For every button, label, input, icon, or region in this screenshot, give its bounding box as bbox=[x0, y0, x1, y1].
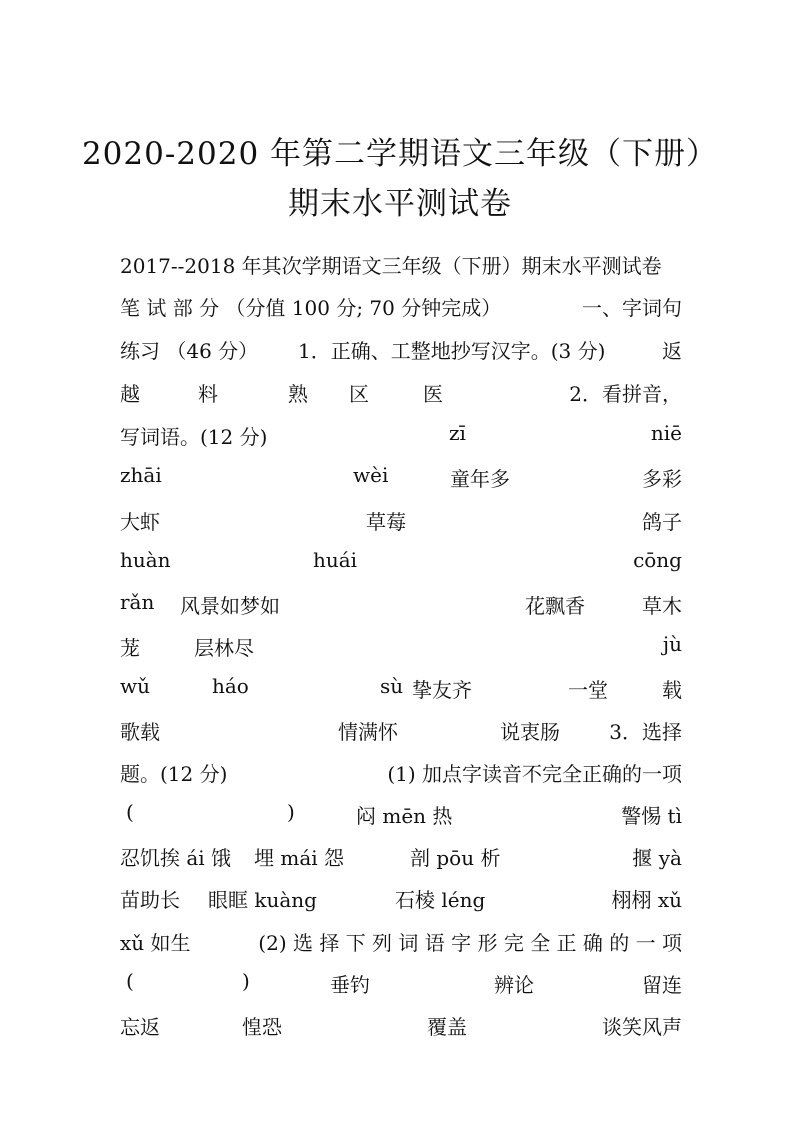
text-line bbox=[120, 674, 682, 710]
text-line bbox=[120, 758, 682, 794]
line-text: 花飘香 bbox=[525, 594, 585, 618]
line-text: 越 bbox=[120, 382, 140, 406]
line-text: jù bbox=[662, 632, 682, 656]
text-line bbox=[120, 463, 682, 499]
line-text: 挚友齐 bbox=[412, 678, 472, 702]
line-text: cōng bbox=[633, 548, 682, 572]
text-line bbox=[120, 632, 682, 668]
line-text: 多彩 bbox=[642, 467, 682, 491]
line-text: huàn bbox=[120, 548, 171, 572]
line-text: 茏 bbox=[120, 636, 140, 660]
line-text: 熟 bbox=[288, 382, 308, 406]
line-text: 写词语。(12 分) bbox=[120, 425, 268, 449]
line-text: 风景如梦如 bbox=[180, 594, 280, 618]
text-line bbox=[120, 378, 682, 414]
line-text: ( bbox=[126, 969, 134, 993]
title-line-2: 期末水平测试卷 bbox=[288, 186, 512, 222]
line-text: 2．看拼音， bbox=[569, 382, 682, 406]
line-text: 眼眶 kuàng bbox=[208, 888, 317, 912]
line-text: xǔ 如生 bbox=[120, 931, 191, 955]
line-text: (2) 选 择 下 列 词 语 字 形 完 全 正 确 的 一 项 bbox=[258, 931, 682, 955]
line-text: 练习 （46 分） bbox=[120, 339, 259, 363]
line-text: 鸽子 bbox=[642, 510, 682, 534]
text-line bbox=[120, 842, 682, 878]
line-text: huái bbox=[313, 548, 358, 572]
line-text: niē bbox=[650, 421, 682, 445]
line-text: 2017--2018 年其次学期语文三年级（下册）期末水平测试卷 bbox=[120, 254, 662, 278]
line-text: 说衷肠 bbox=[500, 720, 560, 744]
line-text: sù bbox=[380, 674, 404, 698]
line-text: 忘返 bbox=[120, 1015, 160, 1039]
line-text: 惶恐 bbox=[242, 1015, 282, 1039]
line-text: (1) 加点字读音不完全正确的一项 bbox=[387, 762, 682, 786]
line-text: 区 bbox=[349, 382, 369, 406]
line-text: 料 bbox=[198, 382, 218, 406]
line-text: 大虾 bbox=[120, 510, 160, 534]
line-text: 1．正确、工整地抄写汉字。(3 分) bbox=[298, 339, 606, 363]
line-text: 草木 bbox=[642, 594, 682, 618]
line-text: zhāi bbox=[120, 463, 162, 487]
line-text: 题。(12 分) bbox=[120, 762, 228, 786]
line-text: 埋 mái 怨 bbox=[254, 846, 344, 870]
text-line bbox=[120, 548, 682, 584]
title-line-1: 2020-2020 年第二学期语文三年级（下册） bbox=[81, 136, 719, 172]
line-text: rǎn bbox=[120, 590, 155, 614]
text-line bbox=[120, 506, 682, 542]
line-text: zī bbox=[449, 421, 466, 445]
text-line bbox=[120, 927, 682, 963]
line-text: ( bbox=[126, 800, 134, 824]
line-text: 忍饥挨 ái 饿 bbox=[120, 846, 232, 870]
line-text: 歌载 bbox=[120, 720, 160, 744]
line-text: 草莓 bbox=[366, 510, 406, 534]
line-text: 层林尽 bbox=[194, 636, 254, 660]
line-text: 揠 yà bbox=[632, 846, 682, 870]
line-text: 谈笑风声 bbox=[602, 1015, 682, 1039]
text-line bbox=[120, 335, 682, 371]
line-text: 留连 bbox=[642, 973, 682, 997]
line-text: 辨论 bbox=[494, 973, 534, 997]
line-text: 笔 试 部 分 （分值 100 分; 70 分钟完成） bbox=[120, 296, 502, 320]
text-line bbox=[120, 716, 682, 752]
text-line bbox=[120, 1011, 682, 1047]
line-text: 垂钓 bbox=[330, 973, 370, 997]
text-line bbox=[120, 884, 682, 920]
line-text: 闷 mēn 热 bbox=[356, 804, 453, 828]
line-text: 载 bbox=[662, 678, 682, 702]
line-text: 一堂 bbox=[568, 678, 608, 702]
line-text: 医 bbox=[423, 382, 443, 406]
line-text: wǔ bbox=[120, 674, 150, 698]
line-text: wèi bbox=[353, 463, 389, 487]
line-text: 一、字词句 bbox=[582, 296, 682, 320]
text-line bbox=[120, 250, 682, 286]
line-text: 苗助长 bbox=[120, 888, 180, 912]
line-text: ) bbox=[287, 800, 295, 824]
line-text: 返 bbox=[662, 339, 682, 363]
text-line bbox=[120, 969, 682, 1005]
line-text: 石棱 léng bbox=[395, 888, 486, 912]
line-text: 3．选择 bbox=[609, 720, 682, 744]
line-text: 童年多 bbox=[450, 467, 510, 491]
line-text: 栩栩 xǔ bbox=[611, 888, 682, 912]
line-text: ) bbox=[242, 969, 250, 993]
text-line bbox=[120, 590, 682, 626]
line-text: 情满怀 bbox=[338, 720, 398, 744]
line-text: háo bbox=[212, 674, 249, 698]
text-line bbox=[120, 292, 682, 328]
text-line bbox=[120, 421, 682, 457]
line-text: 剖 pōu 析 bbox=[410, 846, 501, 870]
text-line bbox=[120, 800, 682, 836]
line-text: 覆盖 bbox=[427, 1015, 467, 1039]
line-text: 警惕 tì bbox=[621, 804, 682, 828]
